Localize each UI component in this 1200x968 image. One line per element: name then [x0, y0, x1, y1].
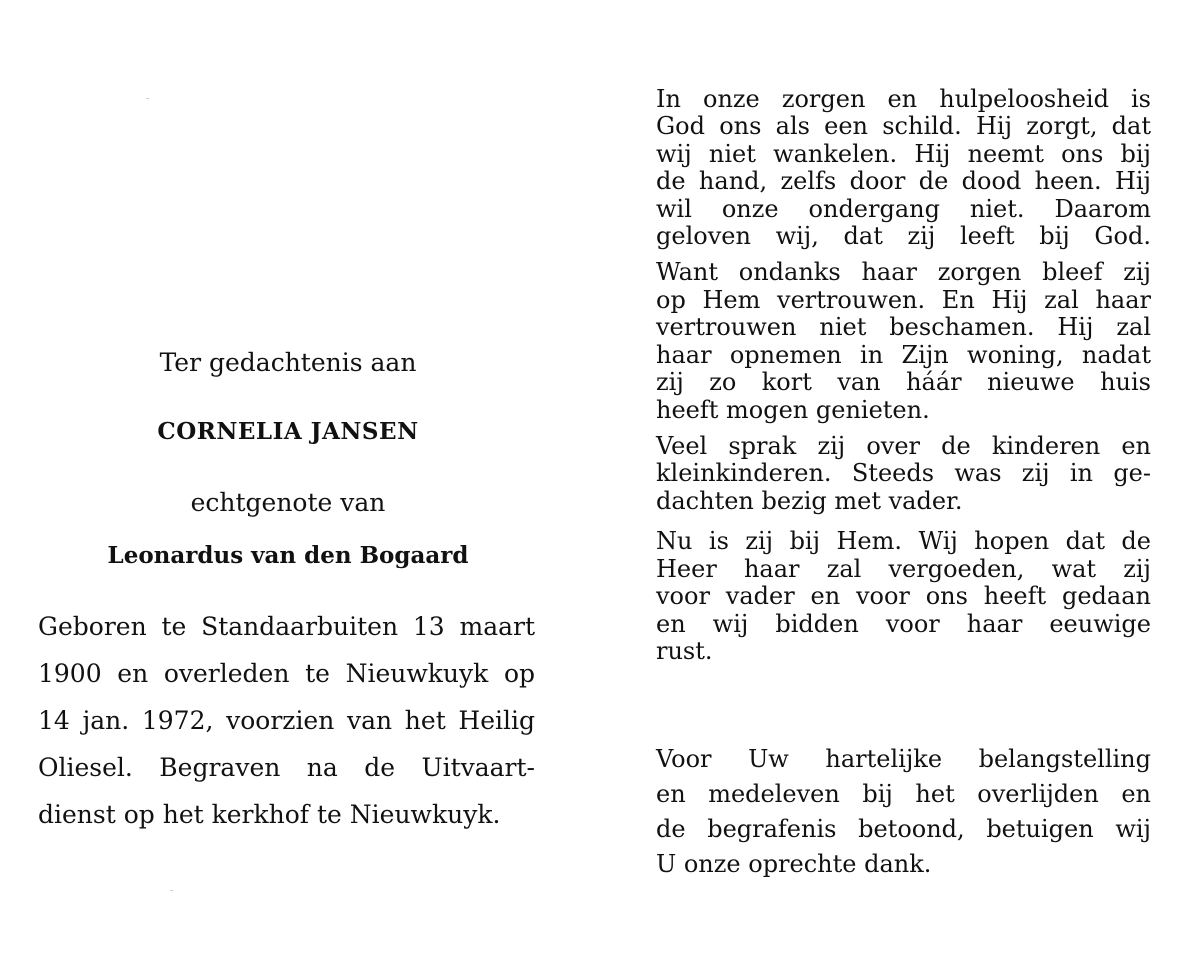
- paper-speck: [170, 890, 173, 891]
- thanks-line: Voor Uw hartelijke belangstelling: [656, 745, 1151, 773]
- thanks-line: en medeleven bij het overlijden en: [656, 780, 1151, 808]
- verse-line: heeft mogen genieten.: [656, 396, 930, 424]
- spouse-name: Leonardus van den Bogaard: [107, 542, 469, 569]
- verse-line: dachten bezig met vader.: [656, 487, 963, 515]
- verse-line: voor vader en voor ons heeft gedaan: [656, 582, 1151, 610]
- intro-text: Ter gedachtenis aan: [159, 348, 417, 377]
- paper-speck: [146, 98, 149, 99]
- bio-line: Oliesel. Begraven na de Uitvaart-: [38, 753, 535, 782]
- verse-line: op Hem vertrouwen. En Hij zal haar: [656, 286, 1151, 314]
- spouse-intro-text: echtgenote van: [190, 488, 386, 517]
- deceased-name: CORNELIA JANSEN: [157, 418, 419, 445]
- verse-line: Heer haar zal vergoeden, wat zij: [656, 555, 1151, 583]
- bio-line: 14 jan. 1972, voorzien van het Heilig: [38, 706, 535, 735]
- verse-line: wij niet wankelen. Hij neemt ons bij: [656, 140, 1151, 168]
- bio-line: Geboren te Standaarbuiten 13 maart: [38, 612, 535, 641]
- right-panel: [600, 0, 1200, 968]
- verse-line: In onze zorgen en hulpeloosheid is: [656, 85, 1151, 113]
- bio-line: dienst op het kerkhof te Nieuwkuyk.: [38, 800, 501, 829]
- verse-line: vertrouwen niet beschamen. Hij zal: [656, 313, 1151, 341]
- verse-line: God ons als een schild. Hij zorgt, dat: [656, 112, 1151, 140]
- verse-line: Veel sprak zij over de kinderen en: [656, 432, 1151, 460]
- verse-line: rust.: [656, 637, 713, 665]
- verse-line: en wij bidden voor haar eeuwige: [656, 610, 1151, 638]
- verse-line: zij zo kort van háár nieuwe huis: [656, 368, 1151, 396]
- thanks-line: U onze oprechte dank.: [656, 850, 932, 878]
- bio-line: 1900 en overleden te Nieuwkuyk op: [38, 659, 535, 688]
- verse-line: de hand, zelfs door de dood heen. Hij: [656, 167, 1151, 195]
- verse-line: haar opnemen in Zijn woning, nadat: [656, 341, 1151, 369]
- thanks-line: de begrafenis betoond, betuigen wij: [656, 815, 1151, 843]
- verse-line: wil onze ondergang niet. Daarom: [656, 195, 1151, 223]
- verse-line: Want ondanks haar zorgen bleef zij: [656, 258, 1151, 286]
- verse-line: kleinkinderen. Steeds was zij in ge-: [656, 459, 1151, 487]
- verse-line: Nu is zij bij Hem. Wij hopen dat de: [656, 527, 1151, 555]
- verse-line: geloven wij, dat zij leeft bij God.: [656, 222, 1151, 250]
